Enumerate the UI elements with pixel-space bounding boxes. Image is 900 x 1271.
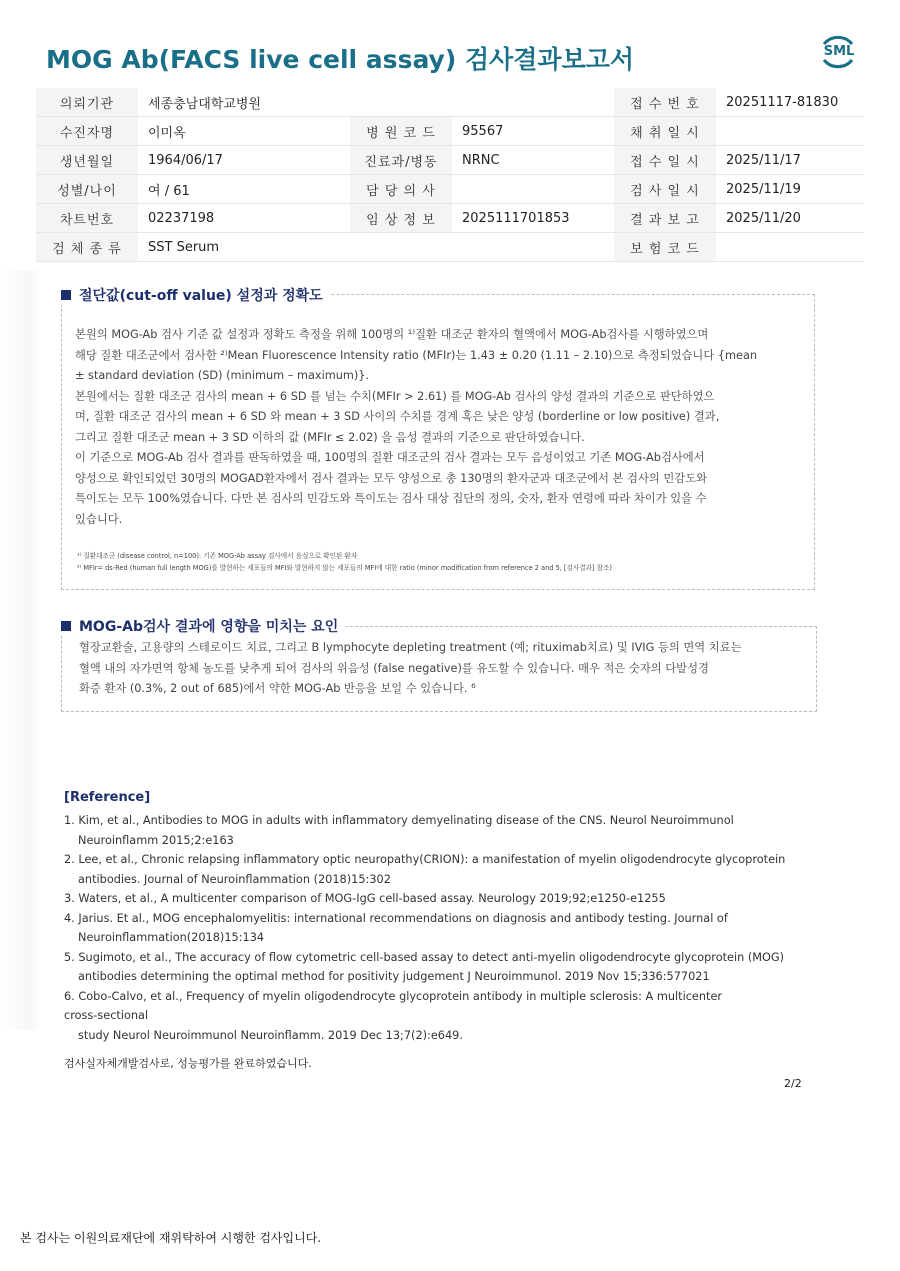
info-value: 02237198: [138, 204, 350, 233]
info-value: 20251117-81830: [716, 88, 864, 117]
info-label: 검 체 종 류: [36, 233, 138, 262]
reference-line: 3. Waters, et al., A multicenter comparison of MOG-IgG cell-based assay. Neurology 2019;92;e1250-e1255: [64, 892, 666, 905]
square-bullet-icon: [61, 621, 71, 631]
reference-line: Neuroinflamm 2015;2:e163: [78, 833, 234, 847]
info-row: [36, 88, 864, 117]
info-row: [36, 146, 864, 175]
info-row: [36, 117, 864, 146]
reference-line: 1. Kim, et al., Antibodies to MOG in adults with inflammatory demyelinating disease of the CNS. Neurol Neuroimmunol: [64, 814, 734, 827]
footnote-1: ¹⁾ 질환대조군 (disease control, n=100): 기존 MOG-Ab assay 검사에서 음성으로 확인된 환자: [77, 552, 358, 560]
reference-list: [64, 811, 824, 1045]
info-label: 진료과/병동: [350, 146, 452, 175]
info-row: [36, 233, 864, 262]
info-label: 임 상 정 보: [350, 204, 452, 233]
info-label: 접 수 번 호: [614, 88, 716, 117]
text-line: 본원에서는 질환 대조군 검사의 mean + 6 SD 를 넘는 수치(MFIr > 2.61) 를 MOG-Ab 검사의 양성 결과의 기준으로 판단하였으: [75, 389, 715, 403]
info-value: [716, 233, 864, 262]
text-line: 그리고 질환 대조군 mean + 3 SD 이하의 값 (MFIr ≤ 2.02) 을 음성 결과의 기준으로 판단하였습니다.: [75, 430, 585, 444]
section1-heading: [61, 285, 331, 305]
section2-paragraph: [79, 638, 811, 700]
info-label: 보 험 코 드: [614, 233, 716, 262]
text-line: ± standard deviation (SD) (minimum – maximum)}.: [75, 369, 370, 382]
info-row: [36, 204, 864, 233]
info-label: 수진자명: [36, 117, 138, 146]
info-value: 2025111701853: [452, 204, 614, 233]
info-value: [452, 233, 614, 262]
reference-line: study Neurol Neuroimmunol Neuroinflamm. 2019 Dec 13;7(2):e649.: [78, 1028, 463, 1042]
reference-heading: [Reference]: [64, 790, 151, 805]
info-value: 여 / 61: [138, 175, 350, 204]
reference-line: 6. Cobo-Calvo, et al., Frequency of myelin oligodendrocyte glycoprotein antibody in multiple sclerosis: A multicenter: [64, 989, 723, 1003]
text-line: 혈장교환술, 고용량의 스테로이드 치료, 그리고 B lymphocyte depleting treatment (예; rituximab치료) 및 IVIG 등의 면역 치료는: [79, 641, 742, 654]
report-title: MOG Ab(FACS live cell assay) 검사결과보고서: [46, 45, 635, 74]
info-label: 결 과 보 고: [614, 204, 716, 233]
page-number: 2/2: [784, 1077, 802, 1090]
info-value: 95567: [452, 117, 614, 146]
info-label: 접 수 일 시: [614, 146, 716, 175]
info-label: 채 취 일 시: [614, 117, 716, 146]
info-value: [452, 175, 614, 204]
info-value: 세종충남대학교병원: [138, 88, 350, 117]
performance-note: 검사실자체개발검사로, 성능평가를 완료하였습니다.: [64, 1057, 312, 1070]
info-value: SST Serum: [138, 233, 350, 262]
info-value: NRNC: [452, 146, 614, 175]
text-line: 해당 질환 대조군에서 검사한 ²⁾Mean Fluorescence Intensity ratio (MFIr)는 1.43 ± 0.20 (1.11 – 2.10)으로 측정되었습니다 {mean: [75, 348, 758, 362]
text-line: 며, 질환 대조군 검사의 mean + 6 SD 와 mean + 3 SD 사이의 수치를 경계 혹은 낮은 양성 (borderline or low positive) 결과,: [75, 410, 720, 423]
info-label: [350, 88, 452, 117]
section1-heading-text: 절단값(cut-off value) 설정과 정확도: [79, 288, 323, 304]
info-label: 담 당 의 사: [350, 175, 452, 204]
info-label: 병 원 코 드: [350, 117, 452, 146]
reference-line: antibodies. Journal of Neuroinflammation (2018)15:302: [78, 872, 391, 886]
reference-line: 2. Lee, et al., Chronic relapsing inflammatory optic neuropathy(CRION): a manifestation of myelin oligodendrocyte glycoprotein: [64, 853, 786, 866]
info-label: 차트번호: [36, 204, 138, 233]
info-value: 2025/11/17: [716, 146, 864, 175]
text-line: 있습니다.: [75, 512, 123, 526]
left-shade: [0, 270, 40, 1030]
section1-paragraph: [75, 325, 810, 530]
text-line: 특이도는 모두 100%였습니다. 다만 본 검사의 민감도와 특이도는 검사 대상 집단의 정의, 숫자, 환자 연령에 따라 차이가 있을 수: [75, 492, 707, 505]
info-label: 의뢰기관: [36, 88, 138, 117]
text-line: 혈액 내의 자가면역 항체 농도를 낮추게 되어 검사의 위음성 (false negative)를 유도할 수 있습니다. 매우 적은 숫자의 다발성경: [79, 661, 709, 675]
reference-line: 5. Sugimoto, et al., The accuracy of flow cytometric cell-based assay to detect anti-myelin oligodendrocyte glycoprotein (MOG): [64, 950, 785, 964]
reference-line: cross-sectional: [64, 1009, 149, 1022]
reference-line: 4. Jarius. Et al., MOG encephalomyelitis: international recommendations on diagnosis and antibody testing. Journal of: [64, 911, 728, 925]
text-line: 본원의 MOG-Ab 검사 기준 값 설정과 정확도 측정을 위해 100명의 ¹⁾질환 대조군 환자의 혈액에서 MOG-Ab검사를 시행하였으며: [75, 328, 709, 341]
reference-line: antibodies determining the optimal method for positivity judgement J Neuroimmunol. 2019 Nov 15;336:577021: [78, 970, 710, 983]
text-line: 이 기준으로 MOG-Ab 검사 결과를 판독하였을 때, 100명의 질환 대조군의 검사 결과는 모두 음성이었고 기존 MOG-Ab검사에서: [75, 451, 705, 464]
square-bullet-icon: [61, 290, 71, 300]
text-line: 양성으로 확인되었던 30명의 MOGAD환자에서 검사 결과는 모두 양성으로 총 130명의 환자군과 대조군에서 본 검사의 민감도와: [75, 471, 708, 485]
info-value: 2025/11/19: [716, 175, 864, 204]
info-value: [716, 117, 864, 146]
info-value: [452, 88, 614, 117]
text-line: 화증 환자 (0.3%, 2 out of 685)에서 약한 MOG-Ab 반응을 보일 수 있습니다. ⁶: [79, 682, 476, 695]
logo-text: SML: [823, 44, 855, 59]
reference-line: Neuroinflammation(2018)15:134: [78, 931, 265, 944]
patient-info-table: [36, 88, 864, 262]
info-row: [36, 175, 864, 204]
info-value: 이미옥: [138, 117, 350, 146]
info-label: [350, 233, 452, 262]
info-value: 2025/11/20: [716, 204, 864, 233]
info-label: 생년월일: [36, 146, 138, 175]
section2-heading: [61, 616, 346, 636]
footer-note: 본 검사는 이원의료재단에 재위탁하여 시행한 검사입니다.: [20, 1231, 322, 1245]
info-label: 성별/나이: [36, 175, 138, 204]
footnote-2: ²⁾ MFIr= ds-Red (human full length MOG)를 발현하는 세포들의 MFI와 발현하지 않는 세포들의 MFI에 대한 ratio (minor modification from reference 2 and 5, [검사결과] 참조): [77, 564, 612, 572]
section2-heading-text: MOG-Ab검사 결과에 영향을 미치는 요인: [79, 619, 339, 635]
info-value: 1964/06/17: [138, 146, 350, 175]
info-label: 검 사 일 시: [614, 175, 716, 204]
